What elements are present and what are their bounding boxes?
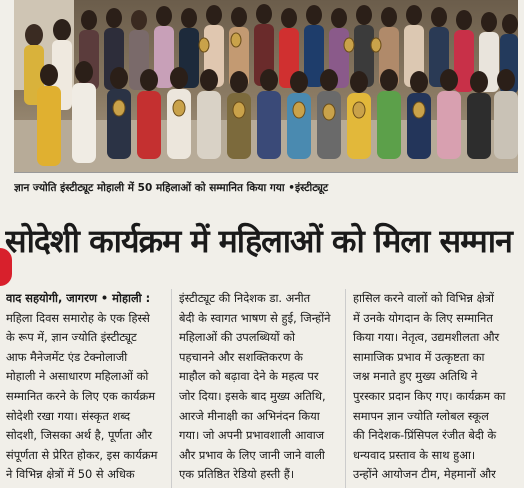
column-line: हासिल करने वालों को विभिन्न क्षेत्रों <box>353 291 494 305</box>
column-line: मोहाली ने असाधारण महिलाओं को <box>6 369 149 384</box>
column-divider <box>345 289 346 488</box>
column-line: सोदशी, जिसका अर्थ है, पूर्णता और <box>6 428 153 443</box>
column-line: पहचानने और सशक्तिकरण के <box>179 349 303 364</box>
event-group-photo <box>14 0 518 173</box>
byline: वाद सहयोगी, जागरण • मोहाली : <box>6 291 151 305</box>
column-line: और प्रभाव के लिए जानी जाने वाली <box>179 447 325 462</box>
column-line: आफ मैनेजमेंट एंड टेक्नोलाजी <box>6 349 128 364</box>
column-line: के रूप में, ज्ञान ज्योति इंस्टीट्यूट <box>6 330 137 345</box>
photo-caption <box>14 181 519 195</box>
caption-text: ज्ञान ज्योति इंस्टीट्यूट मोहाली में 50 महिलाओं को सम्मानित किया गया <box>14 182 285 194</box>
column-line: संपूर्णता से प्रेरित होकर, इस कार्यक्रम <box>6 447 158 462</box>
column-line: समापन ज्ञान ज्योति ग्लोबल स्कूल <box>353 408 489 423</box>
group-photo-icon <box>14 0 518 172</box>
column-line: की निदेशक-प्रिंसिपल रंजीत बेदी के <box>353 428 497 443</box>
caption-credit: •इंस्टीट्यूट <box>288 182 329 194</box>
column-line: इंस्टीट्यूट की निदेशक डा. अनीत <box>179 291 311 305</box>
column-line: महिला दिवस समारोह के एक हिस्से <box>6 310 150 325</box>
column-line: महिलाओं की उपलब्धियों को <box>179 330 295 345</box>
article-headline: सोदेशी कार्यक्रम में महिलाओं को मिला सम्मान <box>5 222 512 260</box>
column-line: एक प्रतिष्ठित रेडियो हस्ती हैं। <box>179 467 295 482</box>
column-line: उन्होंने आयोजन टीम, मेहमानों और <box>353 467 496 482</box>
article-column-1 <box>6 289 165 488</box>
column-line: किया गया। नेतृत्व, उद्यमशीलता और <box>353 330 500 345</box>
column-line: गया। जो अपनी प्रभावशाली आवाज <box>179 428 325 443</box>
column-line: में उनके योगदान के लिए सम्मानित <box>353 310 493 325</box>
article-column-2 <box>179 289 338 488</box>
column-line: आरजे मीनाक्षी का अभिनंदन किया <box>179 408 320 423</box>
column-line: सामाजिक प्रभाव में उत्कृष्टता का <box>353 349 485 364</box>
column-line: जश्न मनाते हुए मुख्य अतिथि ने <box>353 369 478 384</box>
column-line: माहौल को बढ़ावा देने के महत्व पर <box>179 369 319 384</box>
column-divider <box>171 289 172 488</box>
column-line: पुरस्कार प्रदान किए गए। कार्यक्रम का <box>353 388 506 403</box>
column-line: जोर दिया। इसके बाद मुख्य अतिथि, <box>179 388 326 403</box>
article-column-3 <box>353 289 513 488</box>
column-line: धन्यवाद प्रस्ताव के साथ हुआ। <box>353 447 476 462</box>
column-line: बेदी के स्वागत भाषण से हुई, जिन्होंने <box>179 310 331 325</box>
column-line: ने विभिन्न क्षेत्रों में 50 से अधिक <box>6 467 135 482</box>
column-line: सोदेशी रखा गया। संस्कृत शब्द <box>6 408 131 423</box>
column-line: सम्मानित करने के लिए एक कार्यक्रम <box>6 388 156 403</box>
